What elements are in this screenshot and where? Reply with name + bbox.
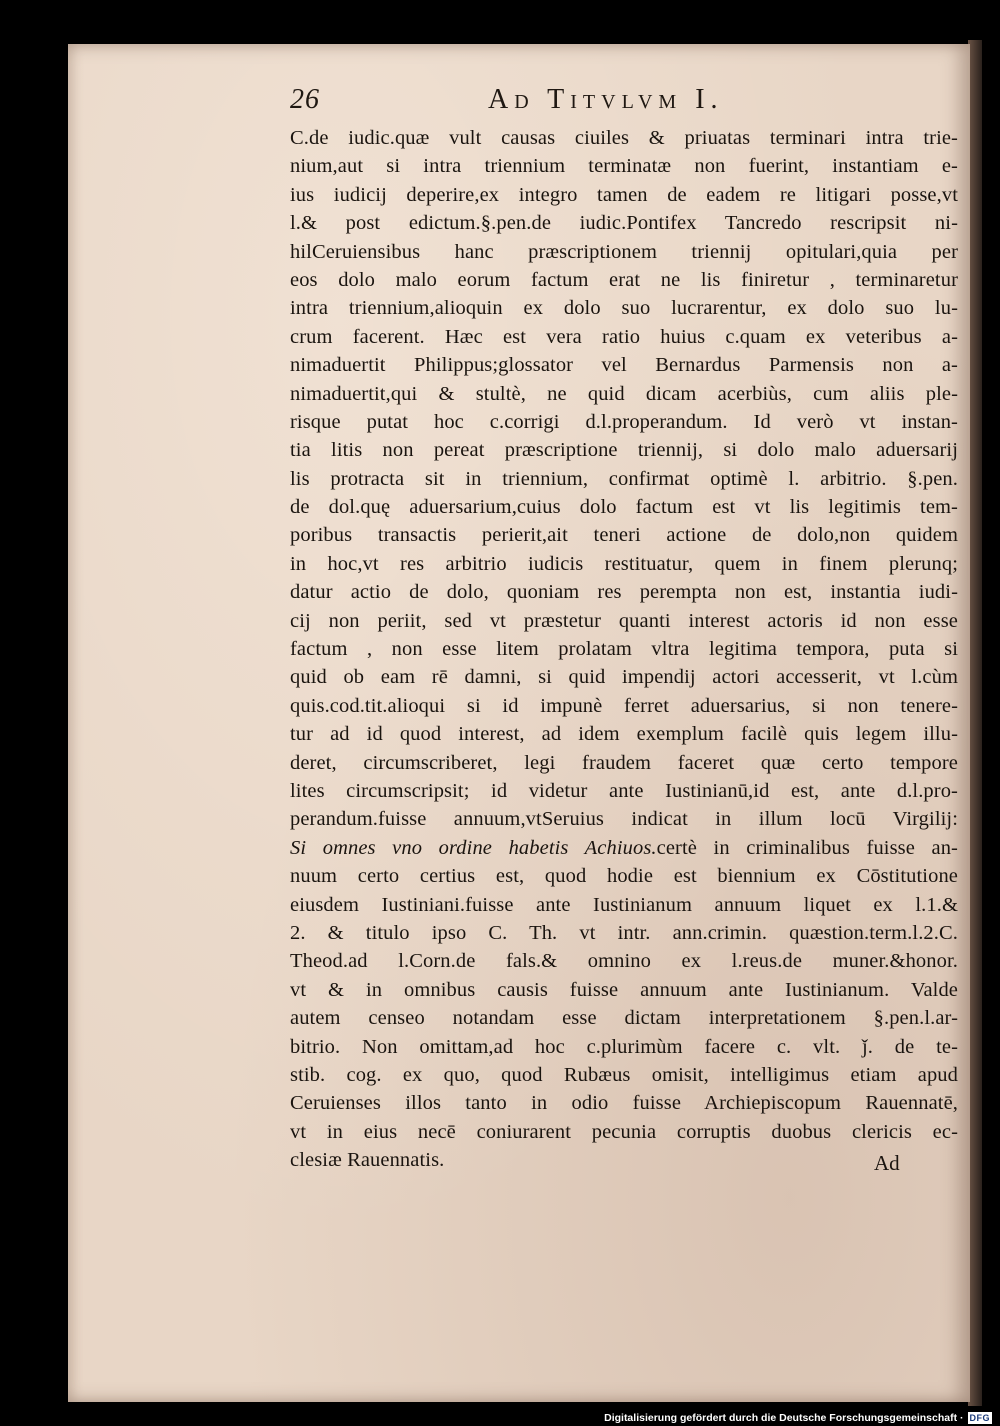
- catchword: Ad: [874, 1151, 900, 1175]
- text-line: hilCeruiensibus hanc præscriptionem triennij opitulari,quia per: [290, 240, 958, 263]
- text-line: nuum certo certius est, quod hodie est biennium ex Cōstitutione: [290, 865, 958, 888]
- text-line: quid ob eam rē damni, si quid impendij actori accesserit, vt l.cùm: [290, 666, 958, 689]
- text-line: perandum.fuisse annuum,vtSeruius indicat in illum locū Virgilij:: [290, 808, 958, 831]
- text-line: stib. cog. ex quo, quod Rubæus omisit, intelligimus etiam apud: [290, 1063, 958, 1086]
- text-line: clesiæ Rauennatis.: [290, 1149, 445, 1172]
- text-line: bitrio. Non omittam,ad hoc c.plurimùm facere c. vlt. ǰ. de te-: [290, 1035, 958, 1058]
- dfg-logo-icon: DFG: [969, 1413, 990, 1423]
- text-line: vt & in omnibus causis fuisse annuum ante Iustinianum. Valde: [290, 978, 958, 1001]
- text-line: Ceruienses illos tanto in odio fuisse Archiepiscopum Rauennatē,: [290, 1092, 958, 1115]
- page-header: [290, 84, 830, 124]
- text-line: ius iudicij deperire,ex integro tamen de eadem re litigari posse,vt: [290, 183, 958, 206]
- text-line: Si omnes vno ordine habetis Achiuos.certè in criminalibus fuisse an-: [290, 836, 958, 859]
- body-text: [290, 124, 958, 1174]
- text-line: deret, circumscriberet, legi fraudem faceret quæ certo tempore: [290, 751, 958, 774]
- text-line: intra triennium,alioquin ex dolo suo lucrarentur, ex dolo suo lu-: [290, 297, 958, 320]
- text-line: crum facerent. Hæc est vera ratio huius c.quam ex veteribus a-: [290, 325, 958, 348]
- running-head: Ad Titvlvm I.: [488, 84, 724, 115]
- text-line: nimaduertit Philippus;glossator vel Bernardus Parmensis non a-: [290, 354, 958, 377]
- text-line: poribus transactis perierit,ait teneri actione de dolo,non quidem: [290, 524, 958, 547]
- text-line: eos dolo malo eorum factum erat ne lis finiretur , terminaretur: [290, 268, 958, 291]
- text-line: tia litis non pereat præscriptione triennij, si dolo malo aduersarij: [290, 439, 958, 462]
- page-number: 26: [290, 84, 320, 115]
- text-line: lis protracta sit in triennium, confirmat optimè l. arbitrio. §.pen.: [290, 467, 958, 490]
- text-line: datur actio de dolo, quoniam res perempta non est, instantia iudi-: [290, 581, 958, 604]
- text-line: quis.cod.tit.alioqui si id impunè ferret aduersarius, si non tenere-: [290, 694, 958, 717]
- text-line: factum , non esse litem prolatam vltra legitima tempora, puta si: [290, 638, 958, 661]
- text-line: autem censeo notandam esse dictam interpretationem §.pen.l.ar-: [290, 1007, 958, 1030]
- text-line: Theod.ad l.Corn.de fals.& omnino ex l.reus.de muner.&honor.: [290, 950, 958, 973]
- text-line: nimaduertit,qui & stultè, ne quid dicam acerbiùs, cum aliis ple-: [290, 382, 958, 405]
- text-line: tur ad id quod interest, ad idem exemplum facilè quis legem illu-: [290, 723, 958, 746]
- quoted-verse: Si omnes vno ordine habetis Achiuos.: [290, 836, 657, 859]
- text-line: eiusdem Iustiniani.fuisse ante Iustinianum annuum liquet ex l.1.&: [290, 893, 958, 916]
- text-line: in hoc,vt res arbitrio iudicis restituatur, quem in finem plerunq;: [290, 552, 958, 575]
- page-edge: [968, 40, 982, 1406]
- digitization-credit: [604, 1410, 992, 1426]
- text-line: 2. & titulo ipso C. Th. vt intr. ann.crimin. quæstion.term.l.2.C.: [290, 921, 958, 944]
- credit-text: Digitalisierung gefördert durch die Deutsche Forschungsgemeinschaft ·: [604, 1412, 964, 1424]
- text-line: risque putat hoc c.corrigi d.l.properandum. Id verò vt instan-: [290, 410, 958, 433]
- text-line: l.& post edictum.§.pen.de iudic.Pontifex Tancredo rescripsit ni-: [290, 212, 958, 235]
- text-line: C.de iudic.quæ vult causas ciuiles & priuatas terminari intra trie-: [290, 127, 958, 149]
- text-line: cij non periit, sed vt præstetur quanti interest actoris id non esse: [290, 609, 958, 632]
- text-line: de dol.quę aduersarium,cuius dolo factum est vt lis legitimis tem-: [290, 496, 958, 519]
- text-line: lites circumscripsit; id videtur ante Iustinianū,id est, ante d.l.pro-: [290, 779, 958, 802]
- text-line: nium,aut si intra triennium terminatæ non fuerint, instantiam e-: [290, 155, 958, 178]
- text-line: vt in eius necē coniurarent pecunia corruptis duobus clericis ec-: [290, 1120, 958, 1143]
